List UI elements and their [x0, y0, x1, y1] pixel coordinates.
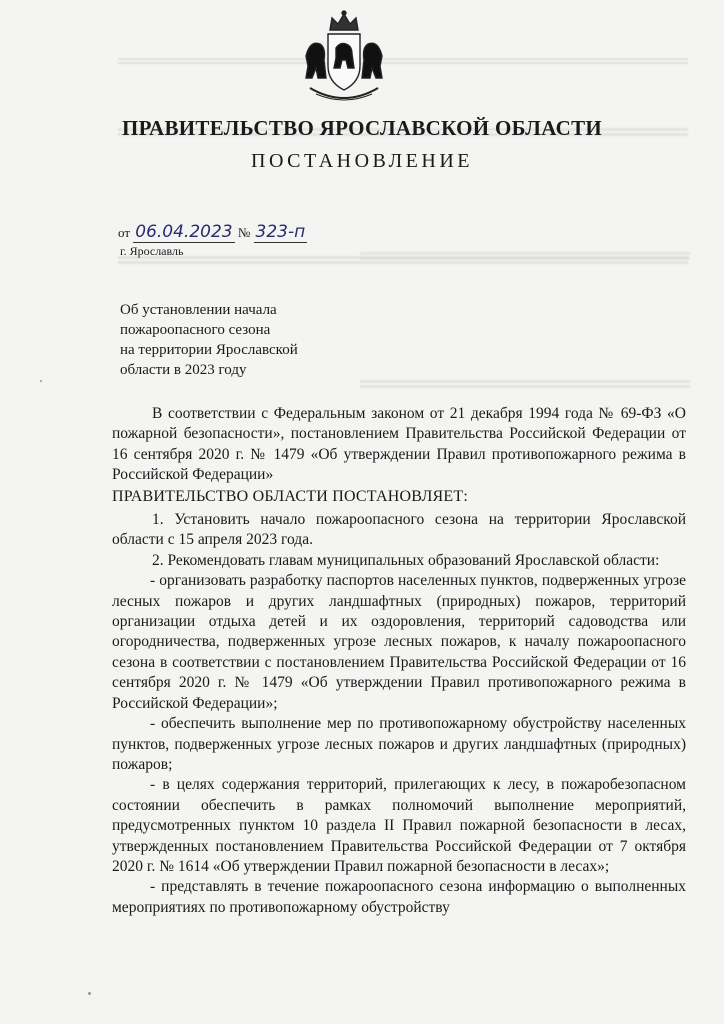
number-field	[254, 222, 308, 243]
subject-line: области в 2023 году	[120, 362, 247, 378]
subject-line: Об установлении начала	[120, 302, 277, 318]
number-prefix: №	[237, 225, 251, 240]
date-number-line	[118, 222, 307, 243]
bullet-paragraph-3: - в целях содержания территорий, прилегающих к лесу, в пожаробезопасном состоянии обеспечить в рамках полномочий выполнение мероприятий, предусмотренных пунктом 10 раздела II Правил пожарной безопасности в лесах, утвержденных постановлением Правительства Российской Федерации от 7 октября 2020 г. № 1614 «Об утверждении Правил пожарной безопасности в лесах»;	[112, 776, 686, 875]
city-name: г. Ярославль	[120, 244, 184, 258]
subject-line: на территории Ярославской	[120, 342, 298, 358]
document-body	[112, 404, 686, 918]
bullet-paragraph-2: - обеспечить выполнение мер по противопожарному обустройству населенных пунктов, подверженных угрозе лесных пожаров и других ландшафтных (природных) пожаров;	[112, 715, 686, 773]
subject-line: пожароопасного сезона	[120, 322, 271, 338]
coat-of-arms-emblem	[296, 8, 392, 108]
date-prefix: от	[118, 225, 131, 240]
subject-block	[120, 300, 350, 380]
item-2-paragraph: 2. Рекомендовать главам муниципальных образований Ярославской области:	[152, 551, 660, 569]
document-type-title: ПОСТАНОВЛЕНИЕ	[251, 150, 473, 172]
item-1-paragraph: 1. Установить начало пожароопасного сезона на территории Ярославской области с 15 апреля 2023 года.	[112, 511, 686, 549]
bleed-through-band-2	[118, 128, 688, 264]
preamble-paragraph: В соответствии с Федеральным законом от 21 декабря 1994 года № 69-ФЗ «О пожарной безопасности», постановлением Правительства Российской Федерации от 16 сентября 2020 г. № 1479 «Об утверждении Правил противопожарного режима в Российской Федерации»	[112, 405, 686, 484]
date-field	[133, 222, 234, 243]
bleed-through-band-1	[118, 58, 688, 124]
handwritten-number: 323-п	[255, 222, 306, 242]
bullet-paragraph-4: - представлять в течение пожароопасного сезона информацию о выполненных мероприятиях по противопожарному обустройству	[112, 878, 686, 916]
handwritten-date: 06.04.2023	[135, 222, 233, 242]
scan-speck	[40, 380, 42, 382]
resolve-heading: ПРАВИТЕЛЬСТВО ОБЛАСТИ ПОСТАНОВЛЯЕТ:	[112, 487, 468, 505]
scan-speck	[88, 992, 91, 995]
government-title: ПРАВИТЕЛЬСТВО ЯРОСЛАВСКОЙ ОБЛАСТИ	[121, 116, 603, 140]
bullet-paragraph-1: - организовать разработку паспортов населенных пунктов, подверженных угрозе лесных пожаров и других ландшафтных (природных) пожаров, территорий организации отдыха детей и их оздоровления, территорий садоводства или огородничества, подверженных угрозе лесных пожаров, к началу пожароопасного сезона в соответствии с постановлением Правительства Российской Федерации от 16 сентября 2020 г. № 1479 «Об утверждении Правил противопожарного режима в Российской Федерации»;	[112, 572, 686, 712]
bleed-through-band-3	[360, 252, 690, 388]
